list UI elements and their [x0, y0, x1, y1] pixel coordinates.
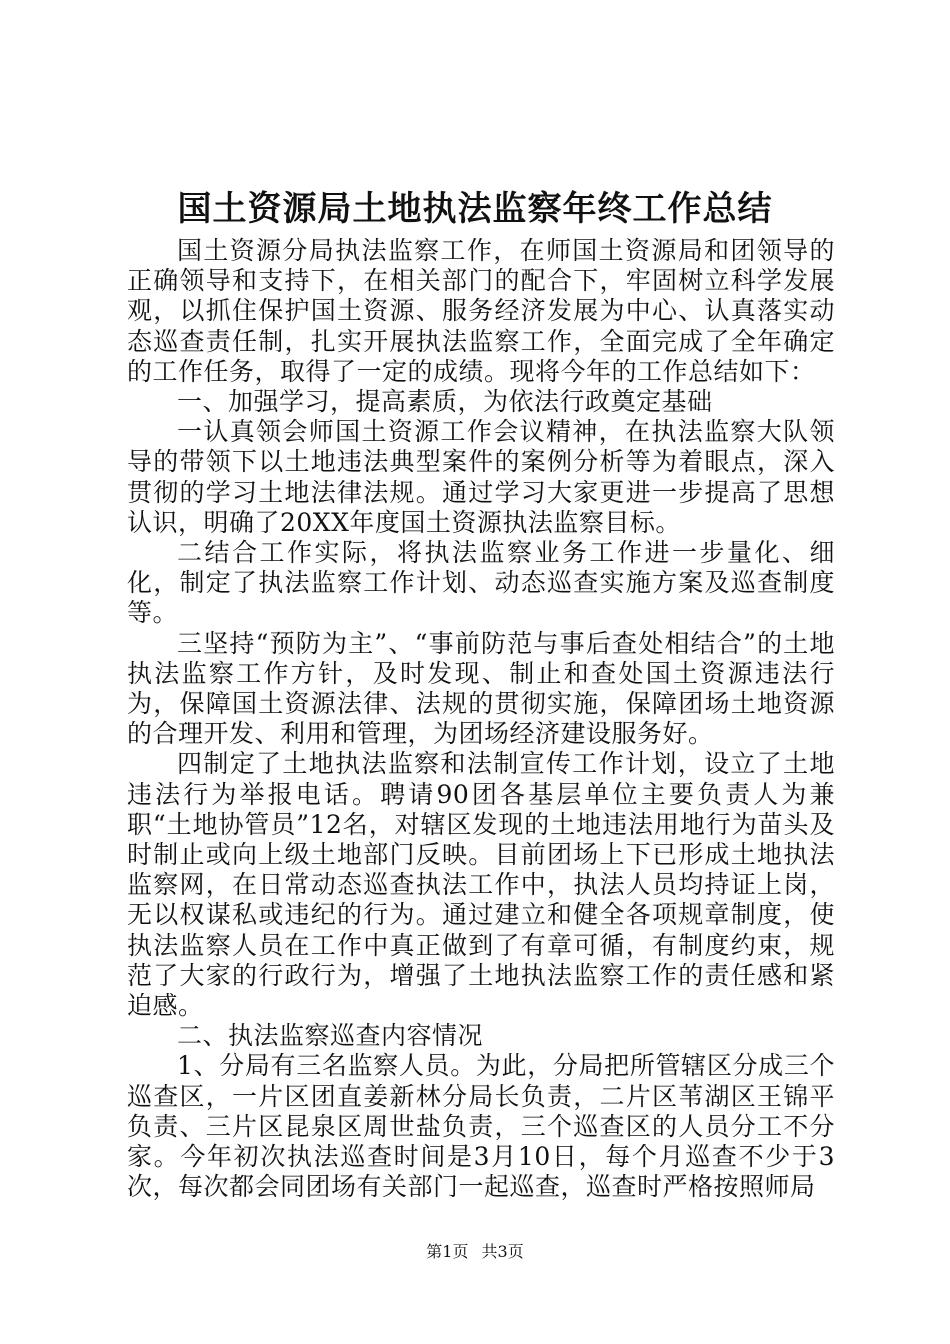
- page-footer: [0, 1242, 950, 1262]
- section-heading-2: 二、执法监察巡查内容情况: [177, 1021, 484, 1051]
- document-title: 国土资源局土地执法监察年终工作总结: [177, 189, 773, 229]
- section-heading-1: 一、加强学习，提高素质，为依法行政奠定基础: [177, 387, 713, 417]
- page-number: 第1页: [426, 1242, 469, 1261]
- paragraph-item-2: 二结合工作实际，将执法监察业务工作进一步量化、细化，制定了执法监察工作计划、动态巡查实施方案及巡查制度等。: [127, 538, 835, 628]
- paragraph-section-2-item-1: 1、分局有三名监察人员。为此，分局把所管辖区分成三个巡查区，一片区团直姜新林分局长负责，二片区苇湖区王锦平负责、三片区昆泉区周世盐负责，三个巡查区的人员分工不分家。今年初次执法巡查时间是3月10日，每个月巡查不少于3次，每次都会同团场有关部门一起巡查，巡查时严格按照师局: [127, 1051, 835, 1202]
- paragraph-item-4: 四制定了土地执法监察和法制宣传工作计划，设立了土地违法行为举报电话。聘请90团各基层单位主要负责人为兼职“土地协管员”12名，对辖区发现的土地违法用地行为苗头及时制止或向上级土地部门反映。目前团场上下已形成土地执法监察网，在日常动态巡查执法工作中，执法人员均持证上岗，无以权谋私或违纪的行为。通过建立和健全各项规章制度，使执法监察人员在工作中真正做到了有章可循，有制度约束，规范了大家的行政行为，增强了土地执法监察工作的责任感和紧迫感。: [127, 749, 835, 1021]
- paragraph-intro: 国土资源分局执法监察工作，在师国土资源局和团领导的正确领导和支持下，在相关部门的配合下，牢固树立科学发展观，以抓住保护国土资源、服务经济发展为中心、认真落实动态巡查责任制，扎实开展执法监察工作，全面完成了全年确定的工作任务，取得了一定的成绩。现将今年的工作总结如下：: [127, 236, 835, 386]
- page-total: 共3页: [481, 1242, 524, 1261]
- paragraph-item-3: 三坚持“预防为主”、“事前防范与事后查处相结合”的土地执法监察工作方针，及时发现、制止和查处国土资源违法行为，保障国土资源法律、法规的贯彻实施，保障团场土地资源的合理开发、利用和管理，为团场经济建设服务好。: [127, 628, 835, 749]
- document-body: [127, 236, 835, 1203]
- paragraph-item-1: 一认真领会师国土资源工作会议精神，在执法监察大队领导的带领下以土地违法典型案件的案例分析等为着眼点，深入贯彻的学习土地法律法规。通过学习大家更进一步提高了思想认识，明确了20XX年度国土资源执法监察目标。: [127, 417, 835, 537]
